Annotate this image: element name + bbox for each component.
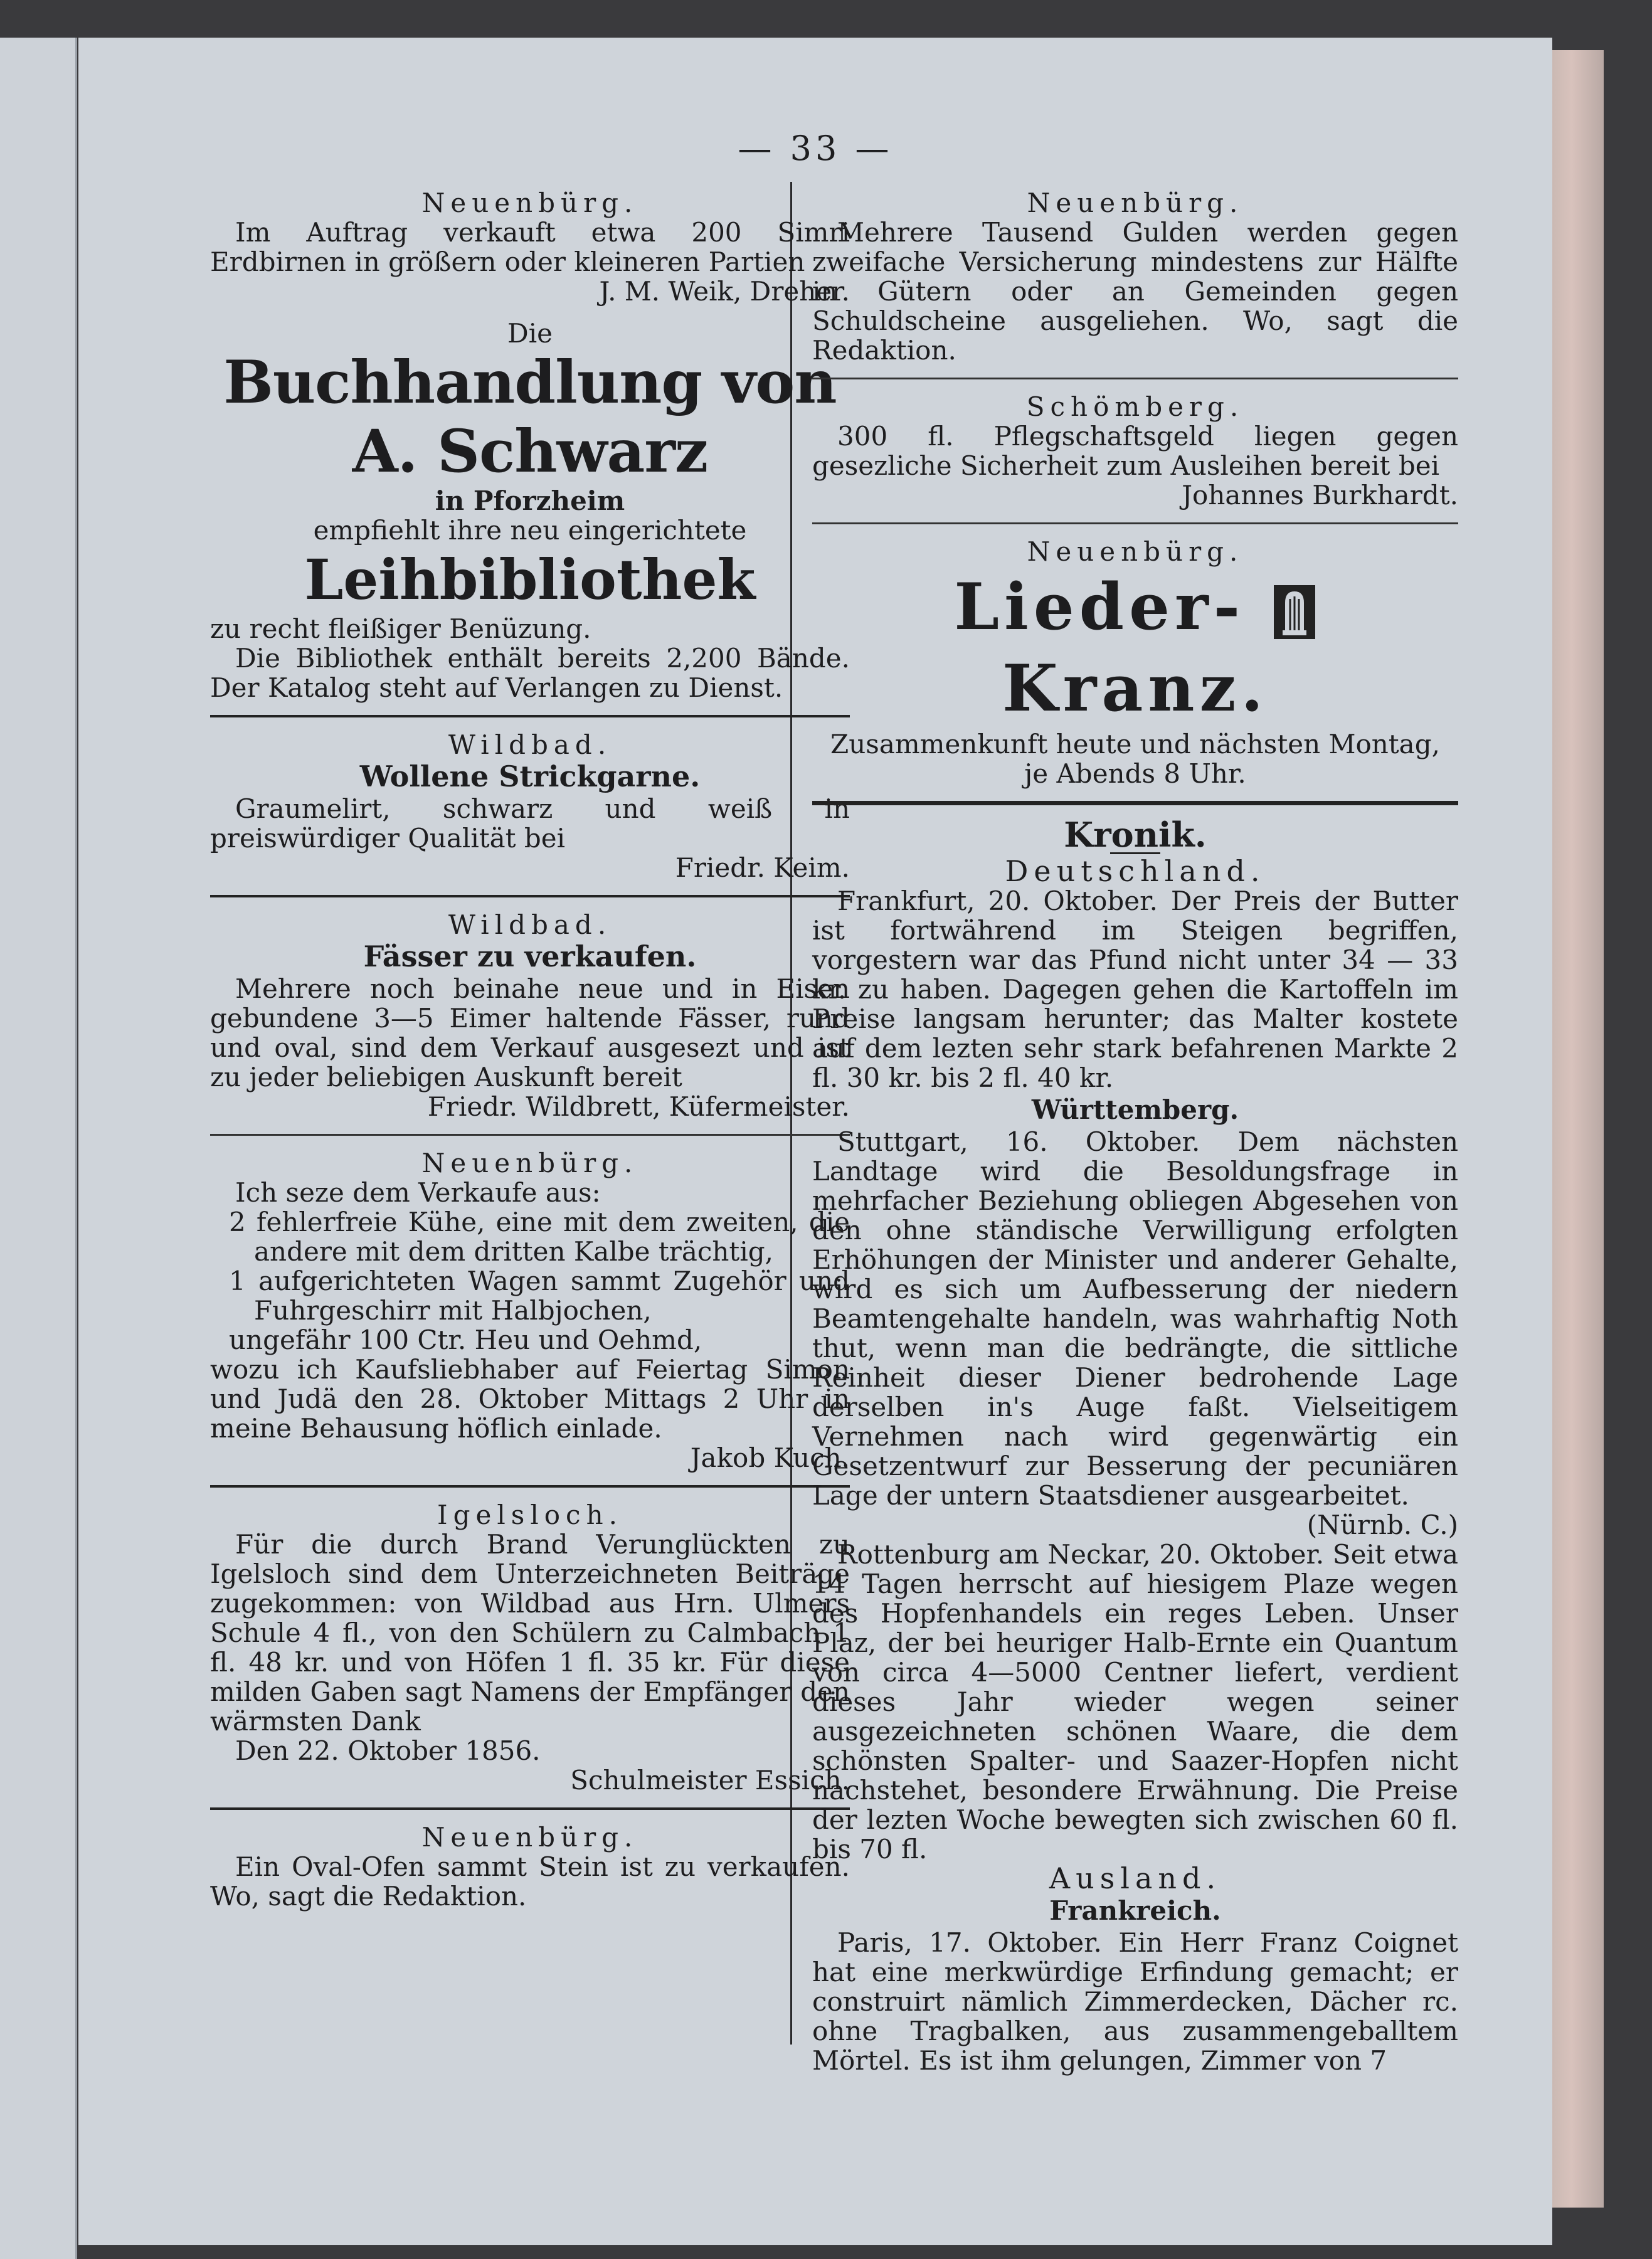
ad-die: Die [507,318,553,349]
ad-text: Für die durch Brand Verunglückten zu Igelsloch sind dem Unterzeichneten Beiträge zugekommen: von Wildbad aus Hrn. Ulmers Schule 4 fl., von den Schülern zu Calmbach 1 fl. 48 kr. und von Höfen 1 fl. 35 kr. Für diese milden Gaben sagt Namens der Empfänger den wärmsten Dank [210,1529,850,1737]
ad-text: Im Auftrag verkauft etwa 200 Simri Erdbirnen in größern oder kleineren Partien [210,217,850,277]
ad-text: wozu ich Kaufsliebhaber auf Feiertag Simon und Judä den 28. Oktober Mittags 2 Uhr in meine Behausung höflich einlade. [210,1354,850,1444]
ad-text: Graumelirt, schwarz und weiß in preiswürdiger Qualität bei [210,793,850,854]
newspaper-page [78,38,1552,2245]
ad-location: in Pforzheim [435,485,625,516]
ad-subline: empfiehlt ihre neu eingerichtete [313,515,747,546]
kronik-section [812,812,1458,2082]
section-title: Kronik. [1064,815,1207,855]
left-column [210,182,850,1917]
ad-text: Die Bibliothek enthält bereits 2,200 Bände. Der Katalog steht auf Verlangen zu Dienst. [210,643,850,703]
ad-ofen [210,1816,850,1917]
right-column [812,182,1458,2082]
ad-text: 300 fl. Pflegschaftsgeld liegen gegen gesezliche Sicherheit zum Ausleihen bereit bei [812,421,1458,481]
page-edge [1549,50,1604,2208]
ad-signature: Friedr. Wildbrett, Küfermeister. [427,1091,850,1122]
left-page-edge [0,38,77,2259]
ad-item: ungefähr 100 Ctr. Heu und Oehmd, [229,1325,702,1355]
ad-signature: Jakob Kuch. [690,1442,850,1473]
ad-heading: Fässer zu verkaufen. [363,939,697,973]
separator [210,1485,850,1488]
ad-title: Buchhandlung von A. Schwarz [223,348,837,486]
ad-intro: Ich seze dem Verkaufe aus: [235,1177,601,1208]
ad-igelsloch [210,1494,850,1801]
ad-text: Ein Oval-Ofen sammt Stein ist zu verkaufen. Wo, sagt die Redaktion. [210,1851,850,1912]
ad-versteigerung [210,1142,850,1479]
separator [210,715,850,717]
ad-text: Zusammenkunft heute und nächsten Montag, [830,729,1440,759]
separator [812,801,1458,805]
ad-place: Igelsloch. [437,1500,623,1530]
ad-place: Neuenbürg. [1027,536,1244,567]
ad-date: Den 22. Oktober 1856. [235,1735,541,1766]
page-number: — 33 — [738,129,893,168]
ad-gulden [812,182,1458,371]
ad-title [812,566,1458,729]
ad-text: Mehrere noch beinahe neue und in Eisen gebundene 3—5 Eimer haltende Fässer, rund und oval, sind dem Verkauf ausgesezt und ist zu jeder beliebigen Auskunft bereit [210,973,850,1092]
ad-place: Neuenbürg. [421,1148,638,1178]
ad-text: je Abends 8 Uhr. [1024,758,1246,789]
ad-place: Schömberg. [1026,391,1244,422]
ad-item: 1 aufgerichteten Wagen sammt Zugehör und Fuhrgeschirr mit Halbjochen, [229,1266,850,1326]
country-heading: Ausland. [1049,1861,1222,1895]
ad-place: Wildbad. [448,729,612,760]
news-frankfurt: Frankfurt, 20. Oktober. Der Preis der Butter ist fortwährend im Steigen begriffen, vorgestern war das Pfund nicht unter 34 — 33 kr. zu haben. Dagegen gehen die Kartoffeln im Preise langsam herunter; das Malter kostete auf dem lezten sehr stark befahrenen Markte 2 fl. 30 kr. bis 2 fl. 40 kr. [812,886,1458,1093]
lyre-icon [1273,584,1316,640]
ad-signature: Friedr. Keim. [675,852,850,883]
title-part-b: Kranz. [1002,651,1269,726]
separator [210,1134,850,1136]
ad-signature: Schulmeister Essich. [570,1765,850,1796]
news-rottenburg: Rottenburg am Neckar, 20. Oktober. Seit etwa 14 Tagen herrscht auf hiesigem Plaze wegen des Hopfenhandels ein reges Leben. Unser Plaz, der bei heuriger Halb-Ernte ein Quantum von circa 4—5000 Centner liefert, verdient dieses Jahr wieder wegen seiner ausgezeichneten schönen Waare, die dem schönsten Spalter- und Saazer-Hopfen nicht nachstehet, besondere Erwähnung. Die Preise der lezten Woche bewegten sich zwischen 60 fl. bis 70 fl. [812,1539,1458,1865]
ad-place: Wildbad. [448,909,612,940]
ad-heading: Wollene Strickgarne. [359,759,701,793]
title-part-a: Lieder- [954,569,1246,645]
separator [210,895,850,897]
ad-buchhandlung [210,312,850,709]
news-source: (Nürnb. C.) [1306,1510,1458,1540]
separator [812,522,1458,524]
ad-signature: J. M. Weik, Dreher. [599,276,850,307]
ad-signature: Johannes Burkhardt. [1182,480,1458,511]
ad-place: Neuenbürg. [1027,188,1244,218]
ad-text: Mehrere Tausend Gulden werden gegen zweifache Versicherung mindestens zur Hälfte in Gütern oder an Gemeinden gegen Schuldscheine ausgeliehen. Wo, sagt die Redaktion. [812,217,1458,366]
region-heading: Württemberg. [1031,1094,1239,1125]
ad-liederkranz [812,531,1458,795]
region-heading: Frankreich. [1049,1895,1221,1926]
ad-strickgarne [210,724,850,889]
ad-place: Neuenbürg. [421,1822,638,1853]
ad-pflegschaftsgeld [812,386,1458,516]
news-stuttgart: Stuttgart, 16. Oktober. Dem nächsten Landtage wird die Besoldungsfrage in mehrfacher Beziehung obliegen Abgesehen von den ohne ständische Verwilligung erfolgten Erhöhungen der Minister und anderer Gehalte, wird es sich um Aufbesserung der niedern Beamtengehalte handeln, was wahrhaftig Noth thut, wenn man die bedrängte, die sittliche Reinheit dieser Diener bedrohende Lage derselben in's Auge faßt. Vielseitigem Vernehmen nach wird gegenwärtig ein Gesetzentwurf zur Besserung der pecuniären Lage der untern Staatsdiener ausgearbeitet. [812,1126,1458,1511]
separator [210,1807,850,1810]
ad-leihbibliothek: Leihbibliothek [304,547,756,612]
ad-line: zu recht fleißiger Benüzung. [210,613,591,644]
ad-erdbirnen [210,182,850,312]
ad-faesser [210,904,850,1128]
country-heading: Deutschland. [1005,854,1266,888]
separator [812,378,1458,379]
ad-place: Neuenbürg. [421,188,638,218]
news-paris: Paris, 17. Oktober. Ein Herr Franz Coignet hat eine merkwürdige Erfindung gemacht; er construirt nämlich Zimmerdecken, Dächer rc. ohne Tragbalken, aus zusammengeballtem Mörtel. Es ist ihm gelungen, Zimmer von 7 [812,1927,1458,2076]
ad-item: 2 fehlerfreie Kühe, eine mit dem zweiten, die andere mit dem dritten Kalbe trächtig, [229,1207,850,1267]
